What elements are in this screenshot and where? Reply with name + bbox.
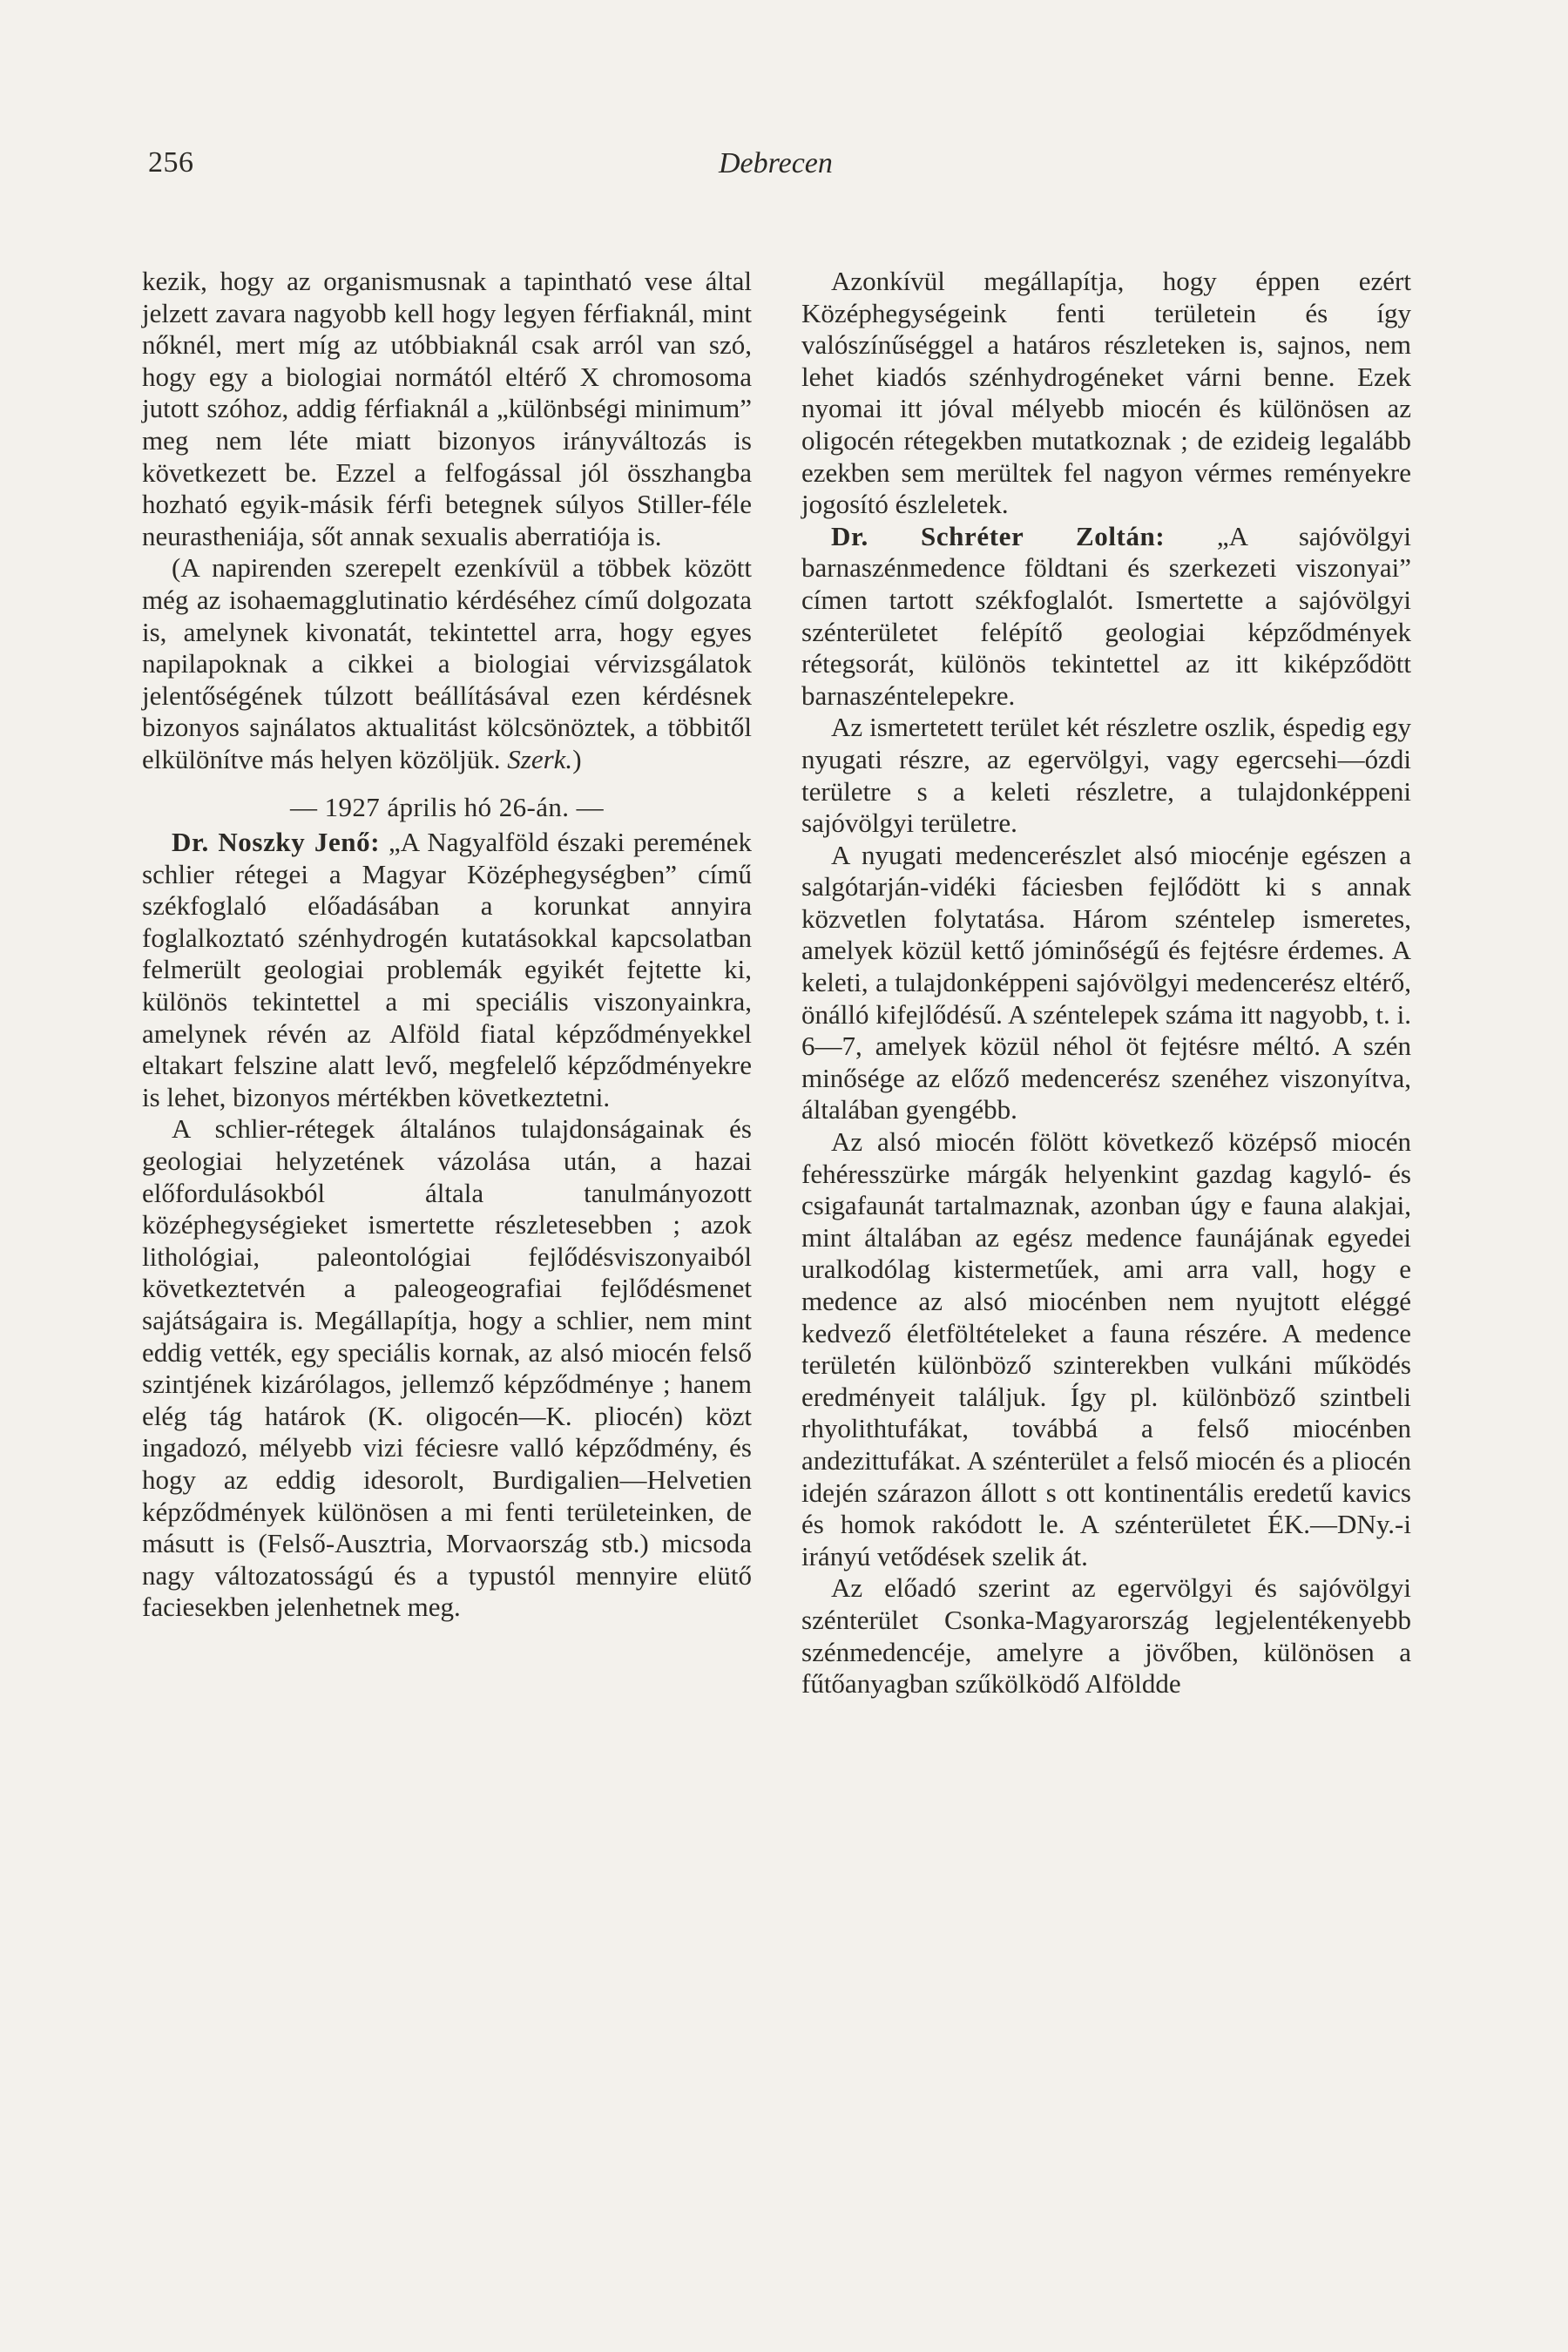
right-paragraph-4: A nyugati medencerészlet alsó miocénje egészen a salgótarján-vidéki fáciesben fejlődött ki s annak közvetlen folytatása. Három széntelep ismeretes, amelyek közül kettő jóminőségű és fejtésre érdemes. A keleti, a tulajdonképpeni sajóvölgyi medencerész eltérő, önálló kifejlődésű. A széntelepek száma itt nagyobb, t. i. 6—7, amelyek közül néhol öt fejtésre méltó. A szén minősége az előző medencerész szenéhez viszonyítva, általában gyengébb. xyxy=(801,839,1411,1125)
speaker-name: Dr. Noszky Jenő: xyxy=(172,827,381,858)
editorial-signature: Szerk. xyxy=(507,743,573,774)
speaker-name: Dr. Schréter Zoltán: xyxy=(831,520,1166,551)
right-paragraph-5: Az alsó miocén fölött következő középső miocén fehéresszürke márgák helyenkint gazdag kagyló- és csigafaunát tartalmaznak, azonban úgy e fauna alakjai, mint általában az egész medence faunájának egyedei uralkodólag kistermetűek, ami arra vall, hogy e medence az alsó miocénben nem nyujtott eléggé kedvező életföltételeket a fauna részére. A medence területén különböző szinterekben vulkáni működés eredményeit találjuk. Így pl. különböző szintbeli rhyolithtufákat, továbbá a felső miocénben andezittufákat. A szénterület a felső miocén és a pliocén idején szárazon állott s ott kontinentális eredetű kavics és homok rakódott le. A szénterületet ÉK.—DNy.-i irányú vetődések szelik át. xyxy=(801,1126,1411,1571)
left-paragraph-4: A schlier-rétegek általános tulajdonságainak és geologiai helyzetének vázolása után, a hazai előfordulásokból általa tanulmányozott középhegységieket ismertette részletesebben ; azok lithológiai, paleontológiai fejlődésviszonyaiból következtetvén a paleogeografiai fejlődésmenet sajátságaira is. Megállapítja, hogy a schlier, nem mint eddig vették, egy speciális kornak, az alsó miocén felső szintjének kizárólagos, jellemző képződménye ; hanem elég tág határok (K. oligocén—K. pliocén) közt ingadozó, mélyebb vizi féciesre valló képződmény, és hogy az eddig idesorolt, Burdigalien—Helvetien képződmények különösen a mi fenti területeinken, de másutt is (Felső-Ausztria, Morvaország stb.) micsoda nagy változatosságú és a typustól mennyire elütő faciesekben jelenhetnek meg. xyxy=(142,1113,752,1623)
running-title: Debrecen xyxy=(719,147,833,179)
speaker-lecture-summary: „A sajóvölgyi barnaszénmedence földtani és szerkezeti viszonyai” címen tartott székfoglalót. Ismertette a sajóvölgyi szénterületet felépítő geologiai képződmények rétegsorát, különös tekintettel az itt kiképződött barnaszéntelepekre. xyxy=(801,520,1411,711)
speaker-lecture-summary: „A Nagyalföld északi peremének schlier rétegei a Magyar Középhegységben” című székfoglaló előadásában a korunkat annyira foglalkoztató szénhydrogén kutatásokkal kapcsolatban felmerült geologiai problemák egyikét fejtette ki, különös tekintettel a mi speciális viszonyainkra, amelynek révén az Alföld fiatal képződményekkel eltakart felszine alatt levő, megfelelő képződményekre is lehet, bizonyos mértékben következtetni. xyxy=(142,827,752,1112)
left-paragraph-2 xyxy=(142,552,752,775)
left-paragraph-1: kezik, hogy az organismusnak a tapintható vese által jelzett zavara nagyobb kell hogy legyen férfiaknál, mint nőknél, mert míg az utóbbiaknál csak arról van szó, hogy egy a biologiai normától eltérő X chromosoma jutott szóhoz, addig férfiaknál a „különbségi minimum” meg nem léte miatt bizonyos irányváltozás is következett be. Ezzel a felfogással jól összhangba hozható egyik-másik férfi betegnek súlyos Stiller-féle neurastheniája, sőt annak sexualis aberratiója is. xyxy=(142,266,752,551)
editorial-note-text: (A napirenden szerepelt ezenkívül a többek között még az isohaemagglutinatio kérdéséhez című dolgozata is, amelynek kivonatát, tekintettel arra, hogy egyes napilapoknak a cikkei a biologiai vérvizsgálatok jelentőségének túlzott beállításával ezen kérdésnek bizonyos sajnálatos aktualitást kölcsönöztek, a többitől elkülönítve más helyen közöljük. xyxy=(142,552,752,774)
meeting-date-line: — 1927 április hó 26-án. — xyxy=(290,791,604,822)
editorial-note-close: ) xyxy=(572,743,582,774)
left-column xyxy=(142,266,752,1624)
right-paragraph-3: Az ismertetett terület két részletre oszlik, éspedig egy nyugati részre, az egervölgyi, vagy egercsehi—ózdi területre s a keleti részletre, a tulajdonképpeni sajóvölgyi területre. xyxy=(801,712,1411,839)
left-paragraph-3 xyxy=(142,827,752,1113)
right-column xyxy=(801,266,1411,1700)
page-header xyxy=(148,148,1420,186)
right-paragraph-2 xyxy=(801,521,1411,713)
page-number: 256 xyxy=(148,146,194,179)
right-paragraph-6: Az előadó szerint az egervölgyi és sajóvölgyi szénterület Csonka-Magyarország legjelentékenyebb szénmedencéje, amelyre a jövőben, különösen a fűtőanyagban szűkölködő Alföldde xyxy=(801,1572,1411,1700)
right-paragraph-1: Azonkívül megállapítja, hogy éppen ezért Középhegységeink fenti területein és így valószínűséggel a határos részleteken is, sajnos, nem lehet kiadós szénhydrogéneket várni benne. Ezek nyomai itt jóval mélyebb miocén és különösen az oligocén rétegekben mutatkoznak ; de ezideig legalább ezekben sem merültek fel nagyon vérmes reményekre jogosító észleletek. xyxy=(801,266,1411,520)
